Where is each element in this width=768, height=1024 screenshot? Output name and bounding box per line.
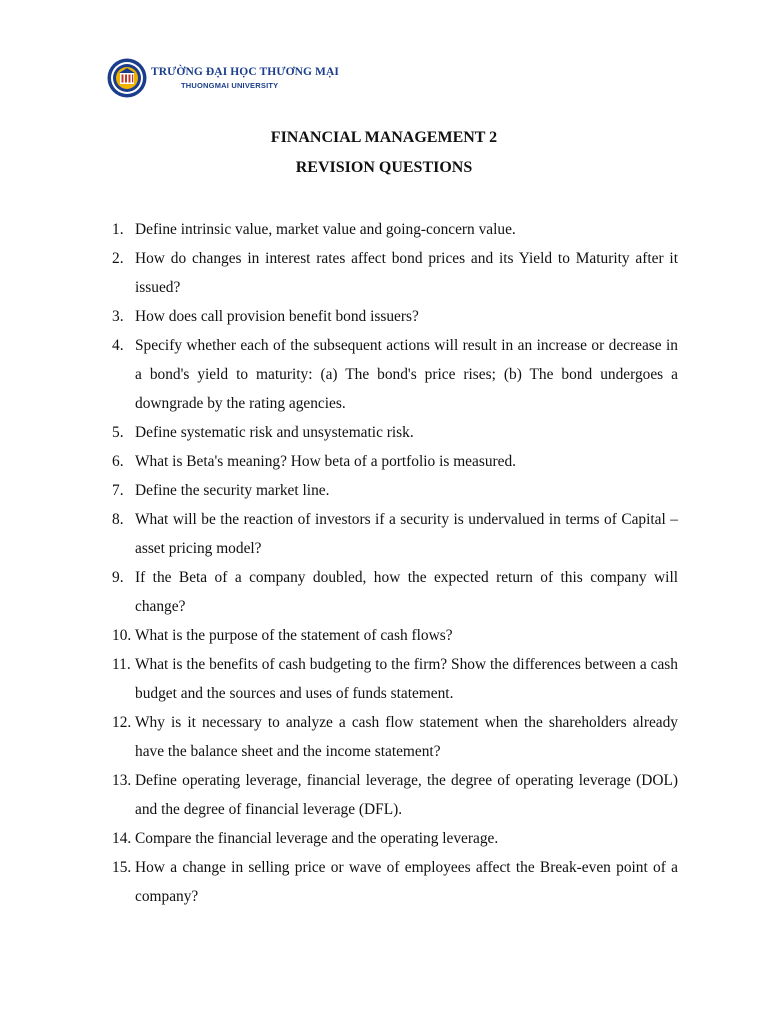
university-seal-icon — [107, 58, 147, 98]
question-item — [0, 824, 678, 853]
question-number: 10. — [112, 627, 132, 644]
question-number: 7. — [112, 482, 124, 499]
question-number: 12. — [112, 714, 132, 731]
question-item — [0, 331, 678, 418]
question-text: How does call provision benefit bond issuers? — [135, 308, 419, 325]
university-logo — [107, 58, 339, 98]
question-text: What is the benefits of cash budgeting to the firm? Show the differences between a cash budget and the sources and uses of funds statement. — [135, 656, 678, 702]
question-number: 1. — [112, 221, 124, 238]
question-text: Define operating leverage, financial leverage, the degree of operating leverage (DOL) and the degree of financial leverage (DFL). — [135, 772, 678, 818]
question-number: 4. — [112, 337, 124, 354]
question-list — [0, 215, 768, 911]
question-text: Compare the financial leverage and the operating leverage. — [135, 830, 499, 847]
question-number: 15. — [112, 859, 132, 876]
question-number: 2. — [112, 250, 124, 267]
question-number: 3. — [112, 308, 124, 325]
question-item — [0, 302, 678, 331]
question-text: What will be the reaction of investors if a security is undervalued in terms of Capital – asset pricing model? — [135, 511, 678, 557]
question-text: How do changes in interest rates affect bond prices and its Yield to Maturity after it issued? — [135, 250, 678, 296]
question-number: 11. — [112, 656, 131, 673]
question-text: How a change in selling price or wave of employees affect the Break-even point of a company? — [135, 859, 678, 905]
question-item — [0, 215, 678, 244]
question-text: What is Beta's meaning? How beta of a portfolio is measured. — [135, 453, 517, 470]
question-item — [0, 853, 678, 911]
question-item — [0, 563, 678, 621]
question-text: Why is it necessary to analyze a cash flow statement when the shareholders already have the balance sheet and the income statement? — [135, 714, 678, 760]
question-number: 8. — [112, 511, 124, 528]
question-item — [0, 766, 678, 824]
question-number: 14. — [112, 830, 132, 847]
question-text: If the Beta of a company doubled, how the expected return of this company will change? — [135, 569, 678, 615]
question-text: Define intrinsic value, market value and going-concern value. — [135, 221, 516, 238]
question-item — [0, 447, 678, 476]
question-item — [0, 621, 678, 650]
document-subtitle: REVISION QUESTIONS — [295, 159, 473, 176]
question-text: Define systematic risk and unsystematic risk. — [135, 424, 414, 441]
question-number: 5. — [112, 424, 124, 441]
question-item — [0, 708, 678, 766]
question-text: Define the security market line. — [135, 482, 330, 499]
question-number: 13. — [112, 772, 132, 789]
question-text: What is the purpose of the statement of cash flows? — [135, 627, 453, 644]
question-item — [0, 476, 678, 505]
question-number: 9. — [112, 569, 124, 586]
question-item — [0, 505, 678, 563]
question-text: Specify whether each of the subsequent actions will result in an increase or decrease in a bond's yield to maturity: (a) The bond's price rises; (b) The bond undergoes a downgrade by the rating agencies. — [135, 337, 678, 412]
question-item — [0, 244, 678, 302]
document-title: FINANCIAL MANAGEMENT 2 — [270, 129, 498, 146]
question-item — [0, 418, 678, 447]
question-item — [0, 650, 678, 708]
question-number: 6. — [112, 453, 124, 470]
university-name-vi: TRƯỜNG ĐẠI HỌC THƯƠNG MẠI — [151, 66, 339, 78]
university-name-en: THUONGMAI UNIVERSITY — [181, 80, 279, 90]
